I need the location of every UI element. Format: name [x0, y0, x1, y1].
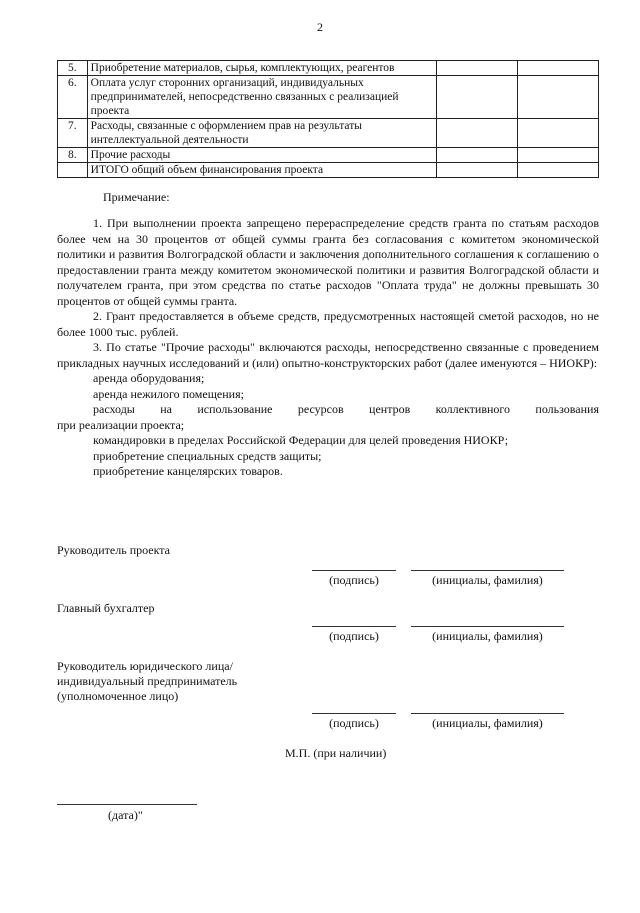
signature-caption: (подпись)	[329, 573, 379, 587]
row-value-cell	[518, 61, 599, 76]
row-name: Приобретение материалов, сырья, комплектующих, реагентов	[87, 61, 437, 76]
legal-entity-label-line: (уполномоченное лицо)	[57, 689, 179, 703]
name-caption: (инициалы, фамилия)	[432, 716, 543, 730]
name-line	[411, 713, 564, 714]
row-number: 8.	[58, 148, 88, 163]
row-value-cell	[518, 163, 599, 178]
legal-entity-label-line: Руководитель юридического лица/	[57, 659, 233, 673]
list-item: аренда оборудования;	[93, 371, 205, 385]
date-caption: (дата)"	[108, 808, 143, 822]
notes-body	[57, 216, 599, 480]
table-total-row	[58, 163, 599, 178]
note-paragraph-3: 3. По статье "Прочие расходы" включаются расходы, непосредственно связанные с проведением прикладных научных исследований и (или) опытно-конструкторских работ (далее именуются – НИОКР):	[57, 340, 599, 370]
notes-title: Примечание:	[103, 190, 170, 204]
table-row	[58, 119, 599, 148]
signature-line	[312, 626, 396, 627]
table-row	[58, 148, 599, 163]
project-head-label: Руководитель проекта	[57, 543, 170, 557]
name-line	[411, 626, 564, 627]
signature-line	[312, 713, 396, 714]
row-value-cell	[437, 163, 518, 178]
name-caption: (инициалы, фамилия)	[432, 573, 543, 587]
signature-caption: (подпись)	[329, 629, 379, 643]
signature-line	[312, 570, 396, 571]
total-label: ИТОГО общий объем финансирования проекта	[87, 163, 437, 178]
row-value-cell	[437, 76, 518, 119]
row-value-cell	[437, 119, 518, 148]
row-number	[58, 163, 88, 178]
signature-caption: (подпись)	[329, 716, 379, 730]
list-item: расходы на использование ресурсов центров коллективного пользования	[93, 402, 599, 416]
list-item-continuation: при реализации проекта;	[57, 417, 185, 432]
table-row	[58, 61, 599, 76]
legal-entity-label	[57, 659, 237, 704]
row-number: 6.	[58, 76, 88, 119]
row-name: Расходы, связанные с оформлением прав на результаты интеллектуальной деятельности	[87, 119, 437, 148]
page-number: 2	[317, 20, 323, 34]
row-value-cell	[518, 148, 599, 163]
row-number: 7.	[58, 119, 88, 148]
row-number: 5.	[58, 61, 88, 76]
list-item: приобретение канцелярских товаров.	[93, 464, 283, 478]
name-caption: (инициалы, фамилия)	[432, 629, 543, 643]
row-name: Прочие расходы	[87, 148, 437, 163]
row-value-cell	[518, 119, 599, 148]
name-line	[411, 570, 564, 571]
list-item: аренда нежилого помещения;	[93, 386, 244, 401]
row-value-cell	[518, 76, 599, 119]
row-value-cell	[437, 148, 518, 163]
budget-table	[57, 60, 599, 178]
stamp-place: М.П. (при наличии)	[285, 746, 387, 760]
legal-entity-label-line: индивидуальный предприниматель	[57, 674, 238, 688]
accountant-label: Главный бухгалтер	[57, 601, 155, 615]
list-item: командировки в пределах Российской Федерации для целей проведения НИОКР;	[93, 433, 509, 447]
note-paragraph-1: 1. При выполнении проекта запрещено перераспределение средств гранта по статьям расходов более чем на 30 процентов от общей суммы гранта без согласования с комитетом экономической политики и развития Волгоградской области и заключения дополнительного соглашения к соглашению о предоставлении гранта между комитетом экономической политики и развития Волгоградской области и получателем гранта, при этом средства по статье расходов "Оплата труда" не должны превышать 30 процентов от общей суммы гранта.	[57, 216, 599, 308]
row-name: Оплата услуг сторонних организаций, индивидуальных предпринимателей, непосредственно связанных с реализацией проекта	[87, 76, 437, 119]
row-value-cell	[437, 61, 518, 76]
date-line	[57, 804, 197, 805]
note-paragraph-2: 2. Грант предоставляется в объеме средств, предусмотренных настоящей сметой расходов, но не более 1000 тыс. рублей.	[57, 309, 599, 339]
list-item: приобретение специальных средств защиты;	[93, 448, 322, 463]
table-row	[58, 76, 599, 119]
